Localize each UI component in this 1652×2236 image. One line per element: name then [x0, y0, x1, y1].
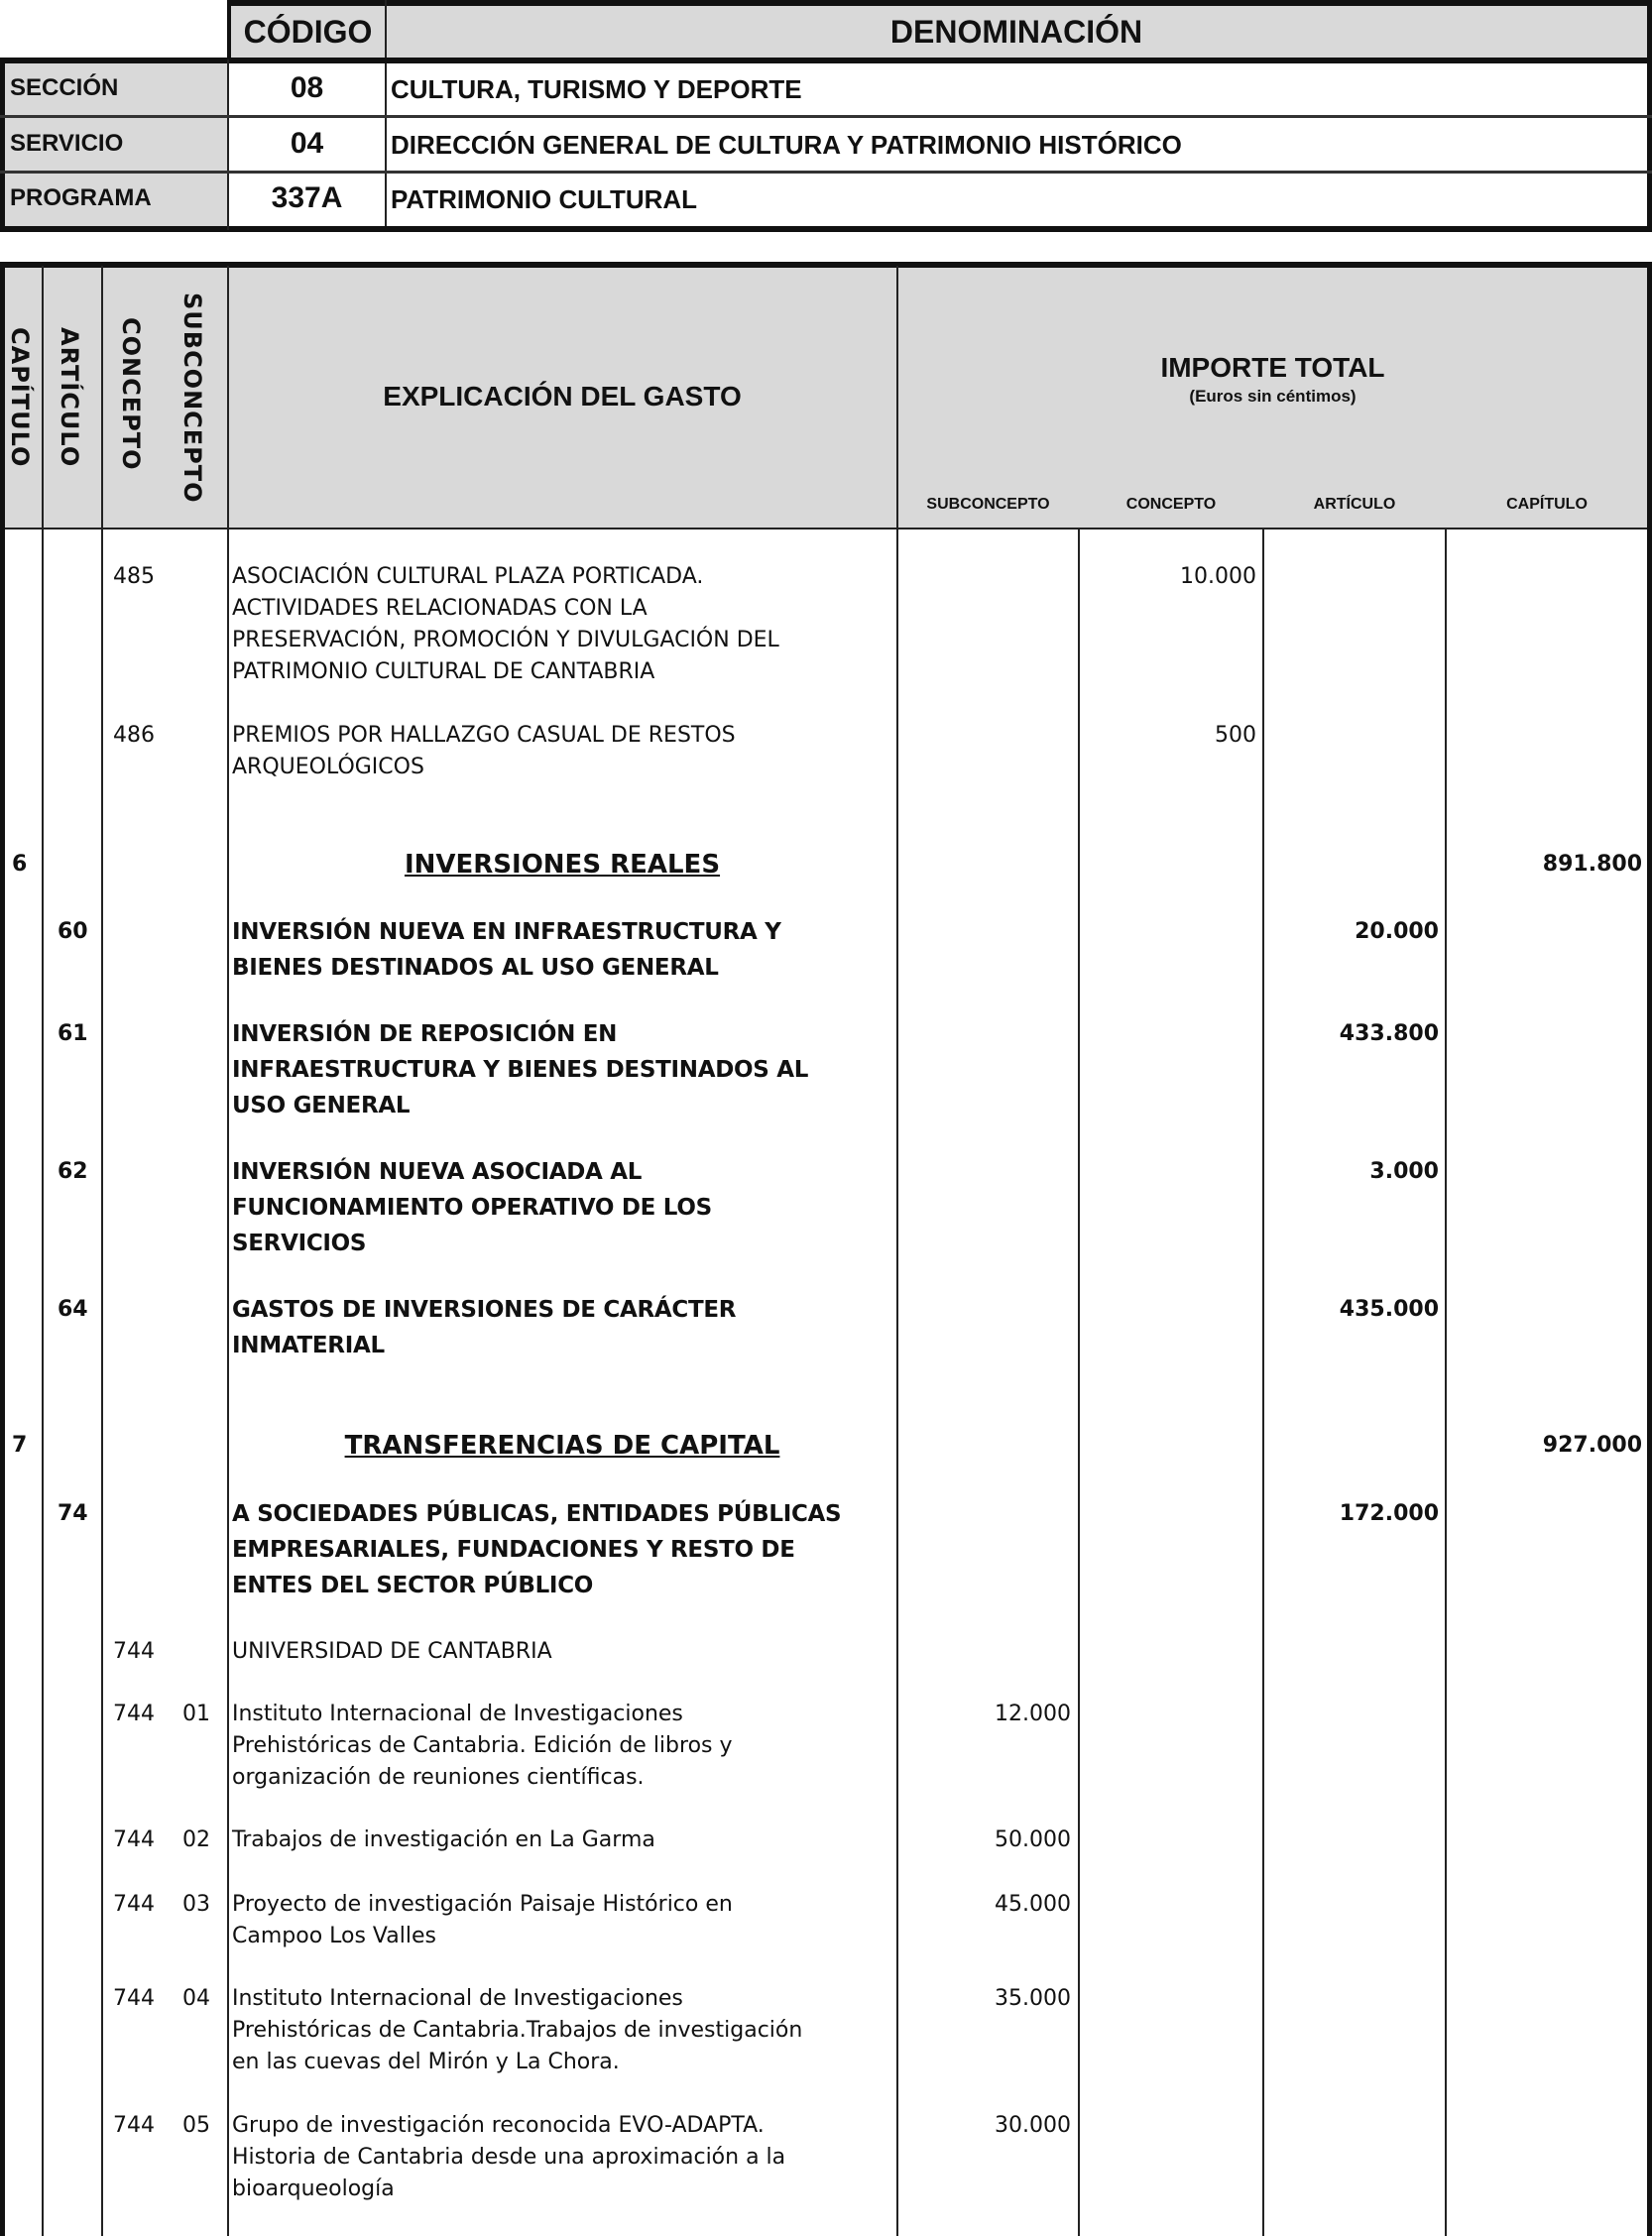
ident-name: CULTURA, TURISMO Y DEPORTE: [391, 74, 802, 104]
row-description: Proyecto de investigación Paisaje Histórico en Campoo Los Valles: [232, 1892, 733, 1948]
row-description: Instituto Internacional de Investigaciones Prehistóricas de Cantabria.Trabajos de investigación en las cuevas del Mirón y La Chora.: [232, 1986, 803, 2074]
articulo-code: 62: [58, 1159, 88, 1184]
articulo-amount: 433.800: [1339, 1021, 1439, 1046]
row-description: A SOCIEDADES PÚBLICAS, ENTIDADES PÚBLICAS EMPRESARIALES, FUNDACIONES Y RESTO DE ENTES DEL SECTOR PÚBLICO: [232, 1501, 842, 1598]
subconcepto-code: 02: [182, 1827, 210, 1852]
row-description: UNIVERSIDAD DE CANTABRIA: [232, 1639, 552, 1664]
header-concepto: CONCEPTO: [117, 317, 145, 471]
concepto-code: 744: [113, 1986, 155, 2011]
denominacion-header: DENOMINACIÓN: [889, 14, 1143, 50]
header-explicacion: EXPLICACIÓN DEL GASTO: [383, 381, 742, 412]
concepto-amount: 10.000: [1180, 564, 1256, 589]
row-description: TRANSFERENCIAS DE CAPITAL: [344, 1431, 780, 1461]
concepto-amount: 500: [1215, 723, 1256, 748]
ident-label: SECCIÓN: [10, 74, 119, 101]
subconcepto-code: 05: [182, 2113, 210, 2138]
header-articulo: ARTÍCULO: [56, 327, 83, 468]
concepto-code: 486: [113, 723, 155, 748]
capitulo-amount: 927.000: [1542, 1433, 1642, 1458]
capitulo-amount: 891.800: [1542, 852, 1642, 877]
subconcepto-amount: 12.000: [995, 1702, 1071, 1726]
ident-label: SERVICIO: [10, 130, 124, 157]
row-description: PREMIOS POR HALLAZGO CASUAL DE RESTOS ARQUEOLÓGICOS: [232, 723, 736, 779]
concepto-code: 744: [113, 2113, 155, 2138]
subheader-articulo: ARTÍCULO: [1313, 496, 1396, 513]
concepto-code: 744: [113, 1827, 155, 1852]
subheader-capitulo: CAPÍTULO: [1506, 496, 1588, 513]
row-description: ASOCIACIÓN CULTURAL PLAZA PORTICADA. ACTIVIDADES RELACIONADAS CON LA PRESERVACIÓN, PROMOCIÓN Y DIVULGACIÓN DEL PATRIMONIO CULTURAL DE CANTABRIA: [232, 564, 779, 684]
capitulo-code: 6: [12, 852, 28, 877]
articulo-amount: 3.000: [1369, 1159, 1439, 1184]
concepto-code: 485: [113, 564, 155, 589]
subconcepto-code: 01: [182, 1702, 210, 1726]
articulo-amount: 20.000: [1355, 919, 1439, 944]
subheader-subconcepto: SUBCONCEPTO: [926, 496, 1050, 513]
header-importe: IMPORTE TOTAL: [1160, 352, 1385, 383]
subconcepto-code: 03: [182, 1892, 210, 1917]
row-description: INVERSIÓN NUEVA EN INFRAESTRUCTURA Y BIENES DESTINADOS AL USO GENERAL: [232, 919, 781, 981]
ident-name: DIRECCIÓN GENERAL DE CULTURA Y PATRIMONIO HISTÓRICO: [391, 130, 1182, 160]
subconcepto-amount: 35.000: [995, 1986, 1071, 2011]
articulo-amount: 435.000: [1339, 1297, 1439, 1322]
concepto-code: 744: [113, 1639, 155, 1664]
articulo-code: 60: [58, 919, 88, 944]
articulo-amount: 172.000: [1339, 1501, 1439, 1526]
articulo-code: 61: [58, 1021, 88, 1046]
row-description: INVERSIÓN DE REPOSICIÓN EN INFRAESTRUCTURA Y BIENES DESTINADOS AL USO GENERAL: [232, 1021, 809, 1118]
header-importe-note: (Euros sin céntimos): [1189, 387, 1357, 406]
subconcepto-code: 04: [182, 1986, 210, 2011]
concepto-code: 744: [113, 1892, 155, 1917]
ident-name: PATRIMONIO CULTURAL: [391, 184, 698, 214]
capitulo-code: 7: [12, 1433, 28, 1458]
header-subconcepto: SUBCONCEPTO: [178, 293, 206, 504]
articulo-code: 74: [58, 1501, 88, 1526]
subconcepto-amount: 50.000: [995, 1827, 1071, 1852]
codigo-header: CÓDIGO: [243, 14, 373, 50]
row-description: Grupo de investigación reconocida EVO-ADAPTA. Historia de Cantabria desde una aproximación a la bioarqueología: [232, 2113, 786, 2201]
subheader-concepto: CONCEPTO: [1125, 496, 1217, 513]
row-description: Trabajos de investigación en La Garma: [232, 1827, 655, 1852]
row-description: INVERSIÓN NUEVA ASOCIADA AL FUNCIONAMIENTO OPERATIVO DE LOS SERVICIOS: [232, 1159, 712, 1256]
row-description: Instituto Internacional de Investigaciones Prehistóricas de Cantabria. Edición de libros y organización de reuniones científicas.: [232, 1702, 733, 1790]
row-description: GASTOS DE INVERSIONES DE CARÁCTER INMATERIAL: [232, 1297, 737, 1358]
subconcepto-amount: 30.000: [995, 2113, 1071, 2138]
ident-code: 04: [290, 127, 324, 160]
header-capitulo: CAPÍTULO: [6, 327, 34, 468]
ident-code: 08: [290, 71, 324, 104]
subconcepto-amount: 45.000: [995, 1892, 1071, 1917]
row-description: INVERSIONES REALES: [404, 850, 721, 880]
ident-label: PROGRAMA: [10, 184, 152, 211]
concepto-code: 744: [113, 1702, 155, 1726]
articulo-code: 64: [58, 1297, 88, 1322]
ident-code: 337A: [271, 181, 343, 214]
